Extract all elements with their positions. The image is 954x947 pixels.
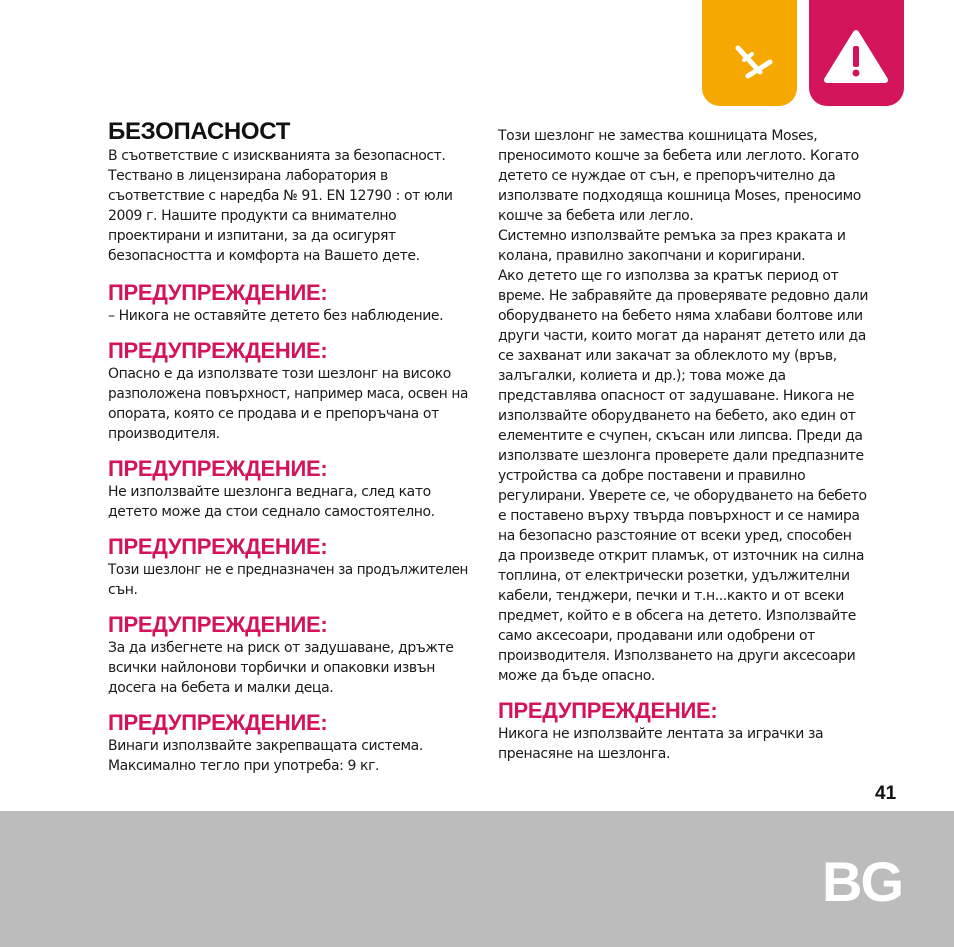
warning-heading: ПРЕДУПРЕЖДЕНИЕ:	[498, 698, 718, 723]
warning-text: Не използвайте шезлонга веднага, след като детето може да стои седнало самостоятелно.	[108, 484, 435, 520]
instructions-text: Този шезлонг не замества кошницата Moses, преносимото кошче за бебета или леглото. Когато детето се нуждае от сън, е препоръчително да използвате подходяща кошница Moses, преносимо кошче за бебета или легло. Системно използвайте ремъка за през краката и колана, правилно закопчани и коригирани. Ако детето ще го използва за кратък период от време. Не забравяйте да проверявате редовно дали оборудването на бебето няма хлабави болтове или други части, които могат да наранят детето или да се захванат или закачат за облеклото му (връв, залъгалки, колиета и др.); това може да представлява опасност от задушаване. Никога не използвайте оборудването на бебето, ако един от елементите е счупен, скъсан или липсва. Преди да използвате шезлонга проверете дали предпазните устройства са добре поставени и правилно регулирани. Уверете се, че оборудването на бебето е поставено върху твърда повърхност и се намира на безопасно разстояние от всеки уред, способен да произведе открит пламък, от източник на силна топлина, от електрически розетки, удължителни кабели, тенджери, печки и т.н...както и от всеки предмет, който е в обсега на детето. Използвайте само аксесоари, продавани или одобрени от производителя. Използването на други аксесоари може да бъде опасно.	[498, 128, 868, 684]
instructions-section	[498, 126, 868, 686]
tools-icon	[702, 0, 797, 106]
warning-triangle-icon	[809, 0, 904, 106]
warning-heading: ПРЕДУПРЕЖДЕНИЕ:	[108, 280, 328, 305]
language-code: BG	[822, 850, 902, 913]
warning-text: Винаги използвайте закрепващата система. Максимално тегло при употреба: 9 кг.	[108, 738, 423, 774]
tools-tab	[702, 0, 797, 106]
warning-section	[108, 534, 468, 600]
warning-section	[498, 698, 868, 764]
warning-section	[108, 280, 468, 326]
safety-text: В съответствие с изискванията за безопасност. Тествано в лицензирана лаборатория в съответствие с наредба № 91. EN 12790 : от юли 2009 г. Нашите продукти са внимателно проектирани и изпитани, за да осигурят безопасността и комфорта на Вашето дете.	[108, 148, 453, 264]
warning-section	[108, 456, 468, 522]
safety-title: БЕЗОПАСНОСТ	[108, 118, 291, 145]
page-number: 41	[875, 783, 897, 804]
warning-heading: ПРЕДУПРЕЖДЕНИЕ:	[108, 612, 328, 637]
right-column	[498, 126, 868, 776]
warning-heading: ПРЕДУПРЕЖДЕНИЕ:	[108, 456, 328, 481]
warning-heading: ПРЕДУПРЕЖДЕНИЕ:	[108, 534, 328, 559]
warning-text: – Никога не оставяйте детето без наблюдение.	[108, 308, 444, 324]
safety-section	[108, 118, 468, 266]
warning-text: За да избегнете на риск от задушаване, дръжте всички найлонови торбички и опаковки извън досега на бебета и малки деца.	[108, 640, 454, 696]
warning-heading: ПРЕДУПРЕЖДЕНИЕ:	[108, 338, 328, 363]
warning-text: Никога не използвайте лентата за играчки за пренасяне на шезлонга.	[498, 726, 824, 762]
warning-tab	[809, 0, 904, 106]
footer-band	[0, 811, 954, 947]
warning-section	[108, 612, 468, 698]
warning-heading: ПРЕДУПРЕЖДЕНИЕ:	[108, 710, 328, 735]
warning-section	[108, 710, 468, 776]
warning-section	[108, 338, 468, 444]
left-column	[108, 118, 468, 788]
warning-text: Опасно е да използвате този шезлонг на високо разположена повърхност, например маса, освен на опората, която се продава и е препоръчана от производителя.	[108, 366, 468, 442]
warning-text: Този шезлонг не е предназначен за продължителен сън.	[108, 562, 468, 598]
